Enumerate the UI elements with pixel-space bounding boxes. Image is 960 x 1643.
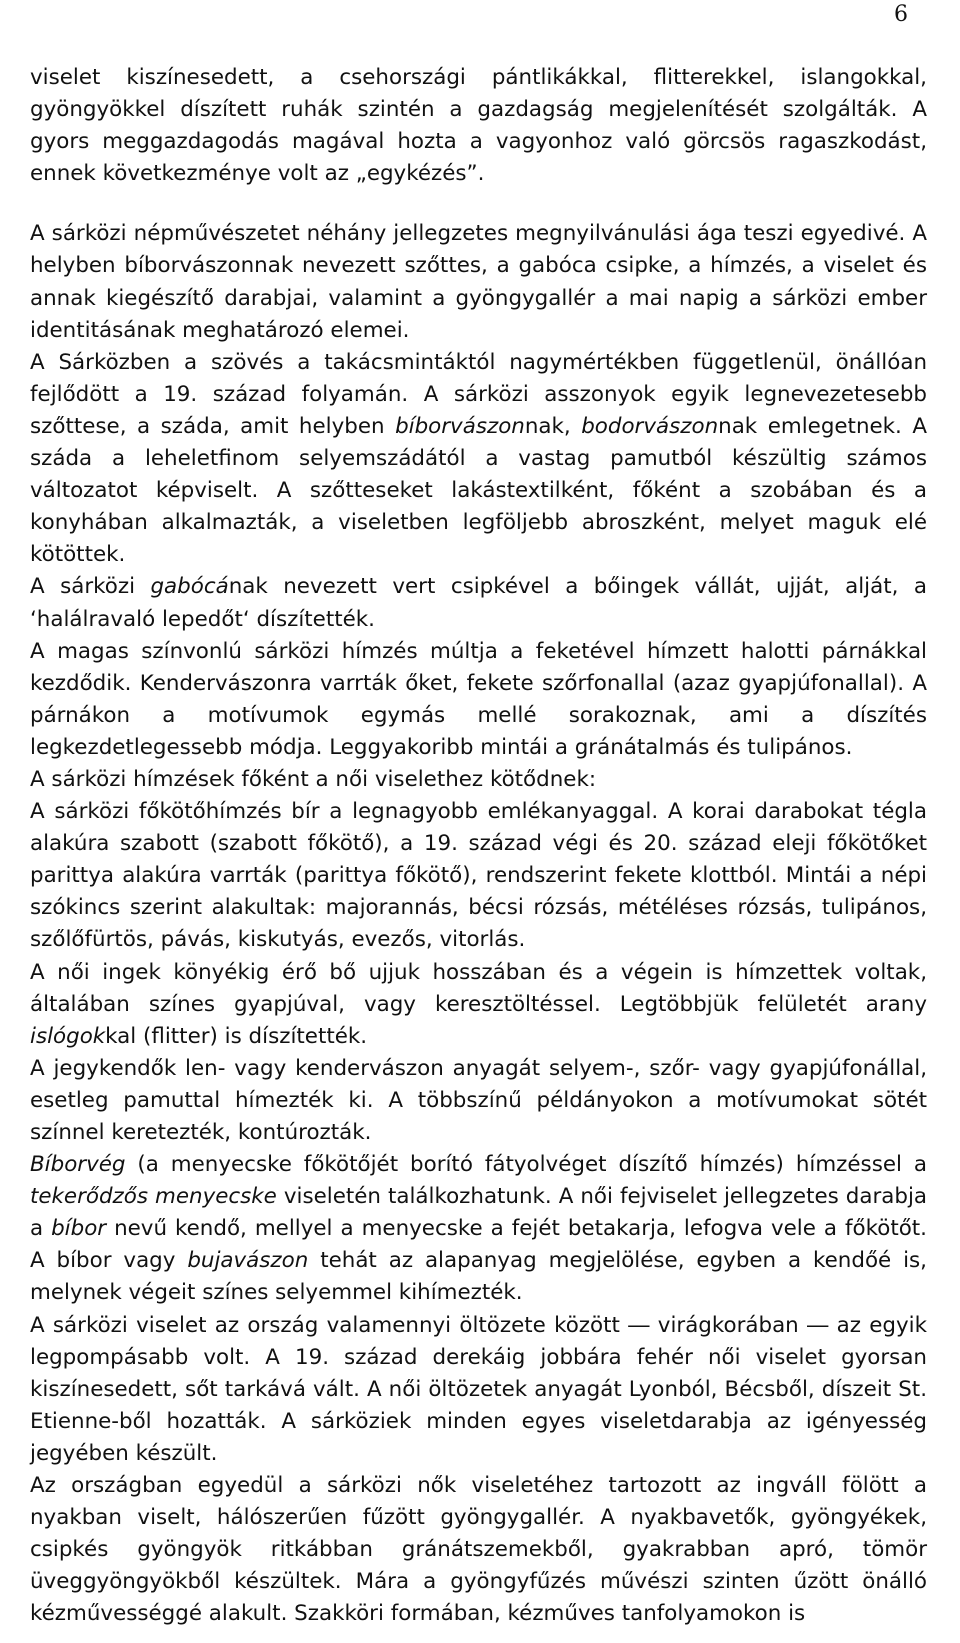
- italic-term: bujavászon: [187, 1248, 309, 1274]
- paragraph-p1: [30, 62, 927, 190]
- page-number: 6: [894, 2, 908, 27]
- text-run: A Sárközben a szövés a takácsmintáktól nagymértékben függetlenül, önállóan fejlődött a 19. század folyamán. A sárközi asszonyok egyik legnevezetesebb szőttese, a száda, amit helyben: [30, 349, 927, 439]
- italic-term: gabócá: [150, 574, 229, 600]
- italic-term: bodorvászon: [581, 413, 719, 439]
- text-run: kal (flitter) is díszítették.: [105, 1023, 368, 1049]
- text-run: tehát az alapanyag megjelölése, egyben a kendőé is, melynek végeit színes selyemmel kihímezték.: [30, 1248, 927, 1306]
- paragraph-p4: [30, 571, 927, 635]
- text-run: A sárközi: [30, 574, 151, 600]
- text-run: Az országban egyedül a sárközi nők viseletéhez tartozott az ingváll fölött a nyakban viselt, hálószerűen fűzött gyöngygallér. A nyakbavetők, gyöngyékek, csipkés gyöngyök ritkábban gránátszemekből, gyakrabban apró, tömör üveggyöngyökből készültek. Mára a gyöngyfűzés művészi szinten űzött önálló kézművességgé alakult. Szakköri formában, kézműves tanfolyamokon is: [30, 1473, 927, 1627]
- paragraph-p5: [30, 636, 927, 764]
- paragraph-p12: [30, 1470, 927, 1630]
- document-body: [30, 62, 927, 1631]
- paragraph-p10: [30, 1149, 927, 1309]
- text-run: A magas színvonlú sárközi hímzés múltja a feketével hímzett halotti párnákkal kezdődik. Kendervászonra varrták őket, fekete szőrfonallal (azaz gyapjúfonallal). A párnákon a motívumok egymás mellé sorakoznak, ami a díszítés legkezdetlegessebb módja. Leggyakoribb mintái a gránátalmás és tulipános.: [30, 638, 927, 760]
- text-run: A sárközi viselet az ország valamennyi öltözete között ― virágkorában ― az egyik legpompásabb volt. A 19. század derekáig jobbára fehér női viselet gyorsan kiszínesedett, sőt tarkává vált. A női öltözetek anyagát Lyonból, Bécsből, díszeit St. Etienne-ből hozatták. A sárköziek minden egyes viseletdarabja az igényesség jegyében készült.: [30, 1312, 927, 1466]
- text-run: nevű kendő, mellyel a menyecske a fejét betakarja, lefogva vele a főkötőt. A bíbor vagy: [30, 1216, 927, 1274]
- italic-term: bíborvászon: [395, 413, 525, 439]
- paragraph-p11: [30, 1310, 927, 1470]
- text-run: nak nevezett vert csipkével a bőingek vállát, ujját, alját, a ‘halálravaló lepedőt‘ díszítették.: [30, 574, 927, 632]
- italic-term: tekerődzős menyecske: [30, 1184, 277, 1210]
- paragraph-p2: [30, 218, 927, 346]
- text-run: A női ingek könyékig érő bő ujjuk hosszában és a végein is hímzettek voltak, általában színes gyapjúval, vagy keresztöltéssel. Legtöbbjük felületét arany: [30, 959, 927, 1017]
- text-run: A sárközi főkötőhímzés bír a legnagyobb emlékanyaggal. A korai darabokat tégla alakúra szabott (szabott főkötő), a 19. század végi és 20. század eleji főkötőket parittya alakúra varrták (parittya főkötő), rendszerint fekete klottból. Mintái a népi szókincs szerint alakultak: majorannás, bécsi rózsás, météléses rózsás, tulipános, szőlőfürtös, pávás, kiskutyás, evezős, vitorlás.: [30, 799, 927, 953]
- text-run: (a menyecske főkötőjét borító fátyolvéget díszítő hímzés) hímzéssel a: [125, 1152, 927, 1178]
- paragraph-p8: [30, 957, 927, 1053]
- paragraph-p6: [30, 764, 927, 796]
- text-run: nak emlegetnek. A száda a leheletfinom selyemszádától a vastag pamutból készültig számos változatot képviselt. A szőtteseket lakástextilként, főként a szobában és a konyhában alkalmazták, a viseletben legföljebb abroszként, melyet maguk elé kötöttek.: [30, 413, 927, 568]
- text-run: A sárközi hímzések főként a női viselethez kötődnek:: [30, 766, 597, 792]
- text-run: viselet kiszínesedett, a csehországi pántlikákkal, flitterekkel, islangokkal, gyöngyökkel díszített ruhák szintén a gazdagság megjelenítését szolgálták. A gyors meggazdagodás magával hozta a vagyonhoz való görcsös ragaszkodást, ennek következménye volt az „egykézés”.: [30, 65, 927, 187]
- text-run: viseletén találkozhatunk. A női fejviselet jellegzetes darabja a: [30, 1184, 927, 1242]
- paragraph-p7: [30, 796, 927, 956]
- text-run: nak,: [524, 413, 582, 439]
- paragraph-p9: [30, 1053, 927, 1149]
- italic-term: bíbor: [51, 1216, 107, 1242]
- text-run: A sárközi népművészetet néhány jellegzetes megnyilvánulási ága teszi egyedivé. A helyben bíborvászonnak nevezett szőttes, a gabóca csipke, a hímzés, a viselet és annak kiegészítő darabjai, valamint a gyöngygallér a mai napig a sárközi ember identitásának meghatározó elemei.: [30, 221, 927, 343]
- text-run: A jegykendők len- vagy kendervászon anyagát selyem-, szőr- vagy gyapjúfonállal, esetleg pamuttal hímezték ki. A többszínű példányokon a motívumokat sötét színnel keretezték, kontúrozták.: [30, 1055, 927, 1145]
- italic-term: islógok: [30, 1023, 106, 1049]
- italic-term: Bíborvég: [30, 1152, 126, 1178]
- paragraph-p3: [30, 347, 927, 572]
